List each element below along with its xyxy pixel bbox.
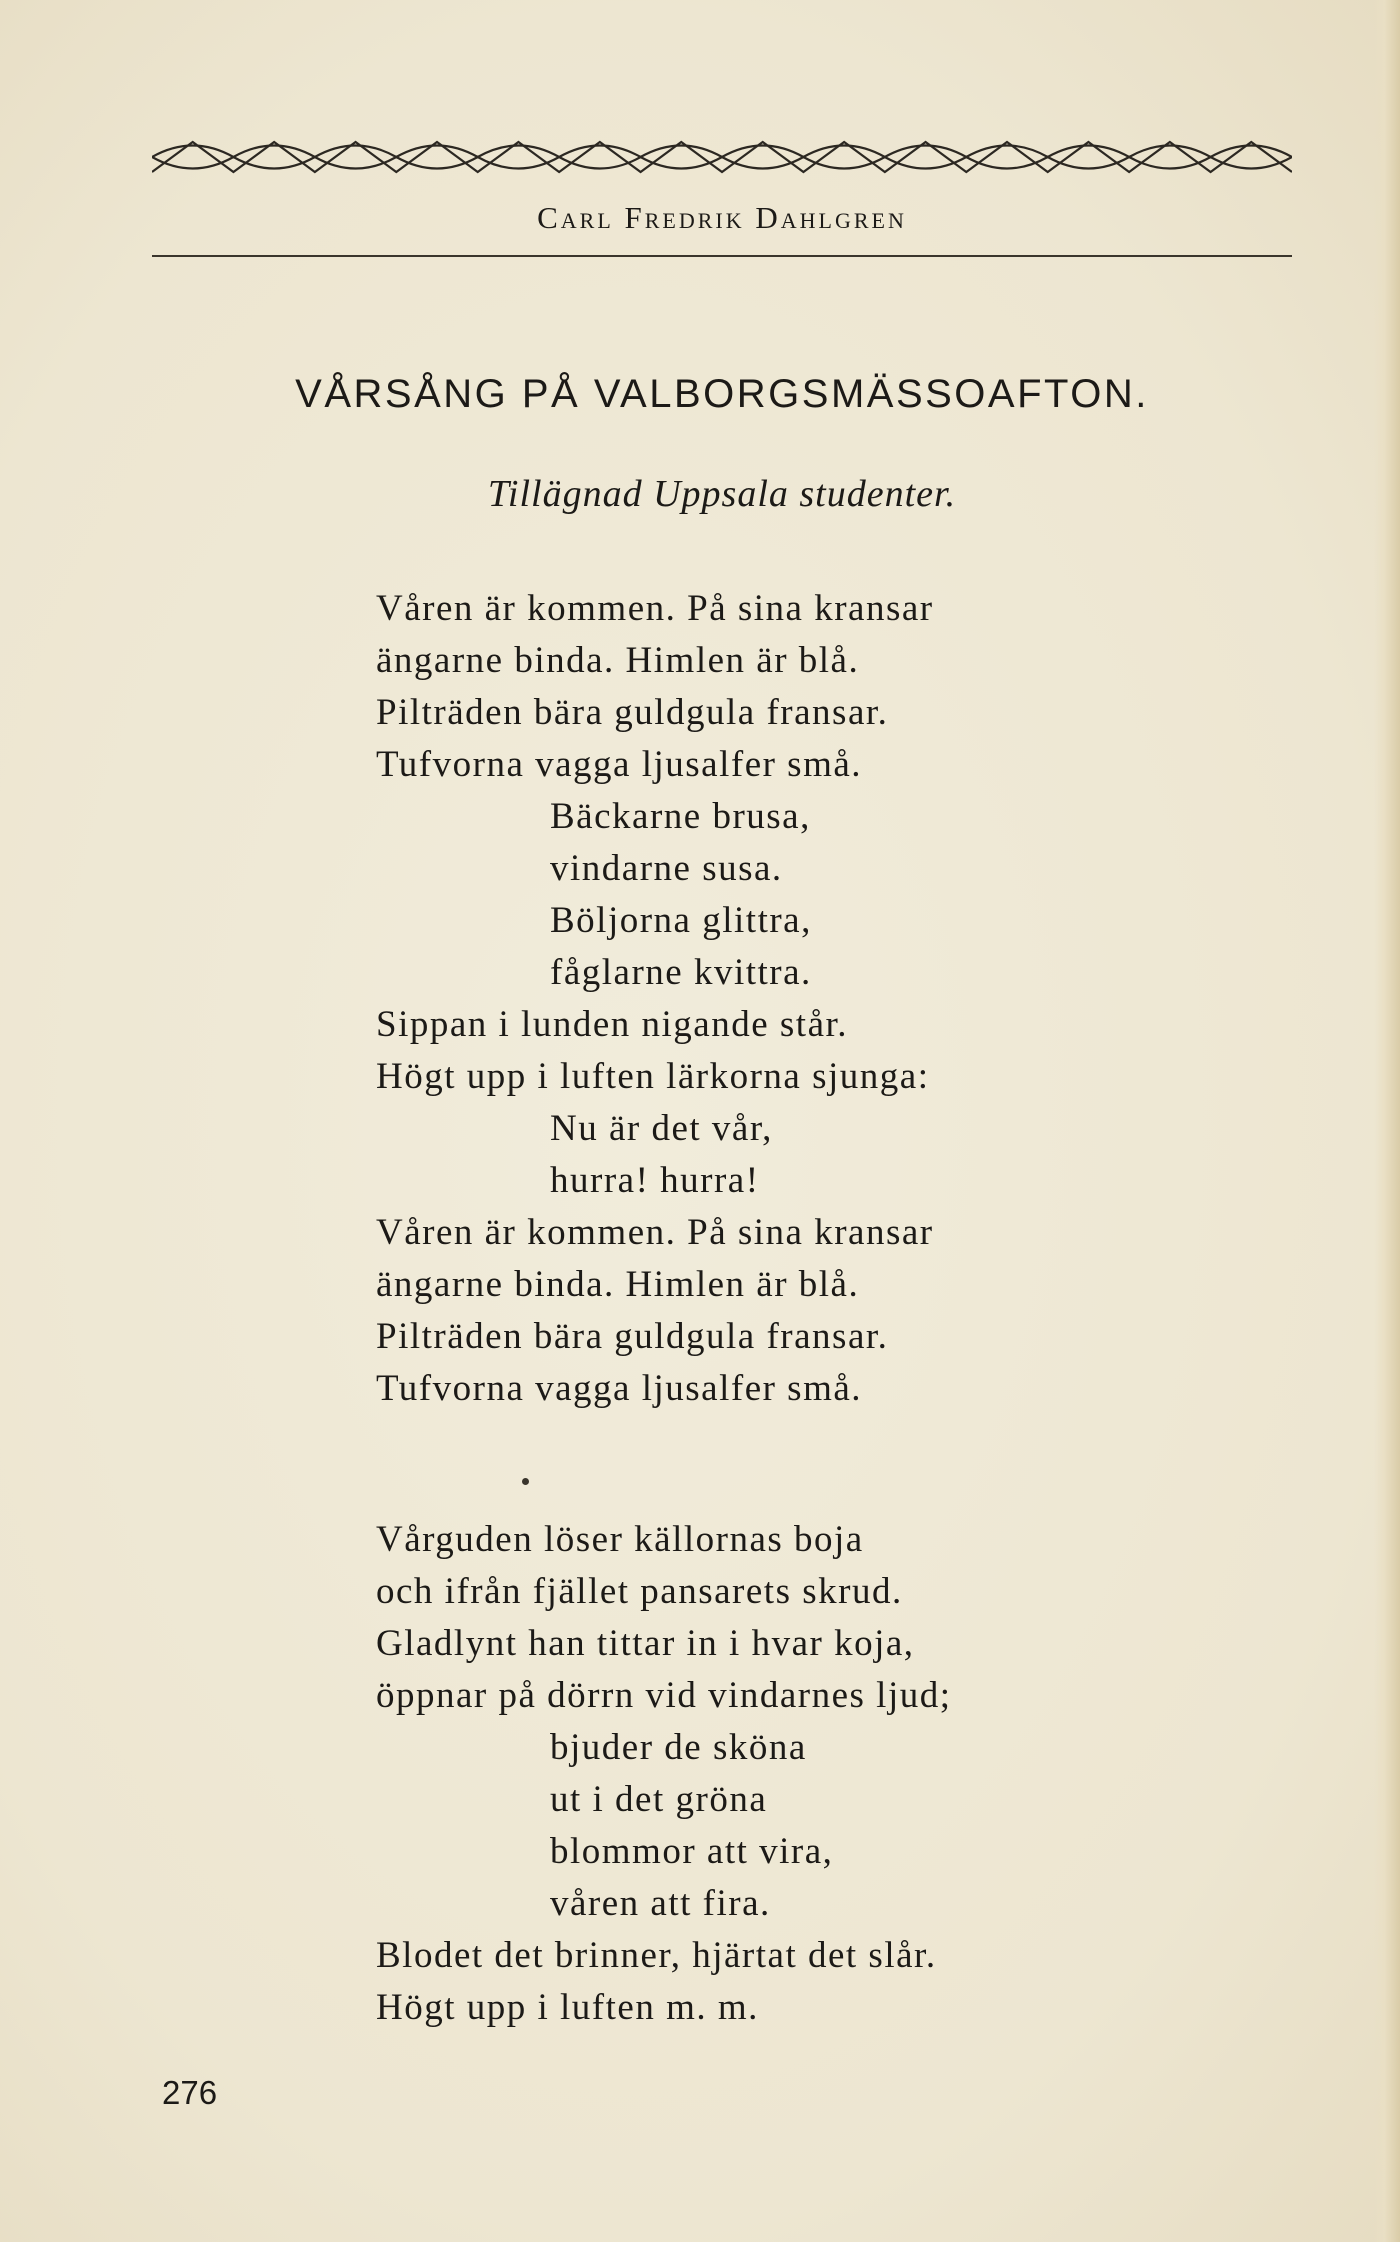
poem-line: Högt upp i luften m. m. [376,1987,759,2028]
poem-line: Vårguden löser källornas boja [376,1519,864,1560]
poem-line: bjuder de sköna [550,1727,807,1768]
poem-line: hurra! hurra! [550,1160,760,1201]
poem-dedication: Tillägnad Uppsala studenter. [487,473,957,515]
poem-line: Blodet det brinner, hjärtat det slår. [376,1935,937,1976]
poem-line: ängarne binda. Himlen är blå. [376,640,860,681]
poem-line: Tufvorna vagga ljusalfer små. [376,744,863,785]
page-edge-shadow [1374,0,1400,2242]
poem-line: Våren är kommen. På sina kransar [376,588,934,629]
page-number: 276 [162,2074,218,2111]
poem-line: ängarne binda. Himlen är blå. [376,1264,860,1305]
poem-line: Tufvorna vagga ljusalfer små. [376,1368,863,1409]
poem-line: Gladlynt han tittar in i hvar koja, [376,1623,915,1664]
stanza-2 [376,1514,952,2034]
running-head: Carl Fredrik Dahlgren [537,200,907,235]
poem-line: vindarne susa. [550,848,783,889]
poem-line: och ifrån fjället pansarets skrud. [376,1571,903,1612]
poem-line: Sippan i lunden nigande står. [376,1004,849,1045]
stanza-separator-mark [522,1478,529,1485]
header-rule [152,255,1292,257]
poem-line: Nu är det vår, [550,1108,773,1149]
poem-line: Bäckarne brusa, [550,796,811,837]
poem-title: VÅRSÅNG PÅ VALBORGSMÄSSOAFTON. [295,372,1149,416]
poem-line: Pilträden bära guldgula fransar. [376,692,889,733]
poem-line: fåglarne kvittra. [550,952,812,993]
stanza-1 [376,583,934,1415]
poem-line: Böljorna glittra, [550,900,812,941]
poem-line: Pilträden bära guldgula fransar. [376,1316,889,1357]
poem-line: Våren är kommen. På sina kransar [376,1212,934,1253]
poem-line: Högt upp i luften lärkorna sjunga: [376,1056,930,1097]
poem-line: våren att fira. [550,1883,771,1924]
braided-ornament-icon [152,132,1292,182]
poem-line: ut i det gröna [550,1779,768,1820]
poem-line: blommor att vira, [550,1831,834,1872]
poem-line: öppnar på dörrn vid vindarnes ljud; [376,1675,952,1716]
